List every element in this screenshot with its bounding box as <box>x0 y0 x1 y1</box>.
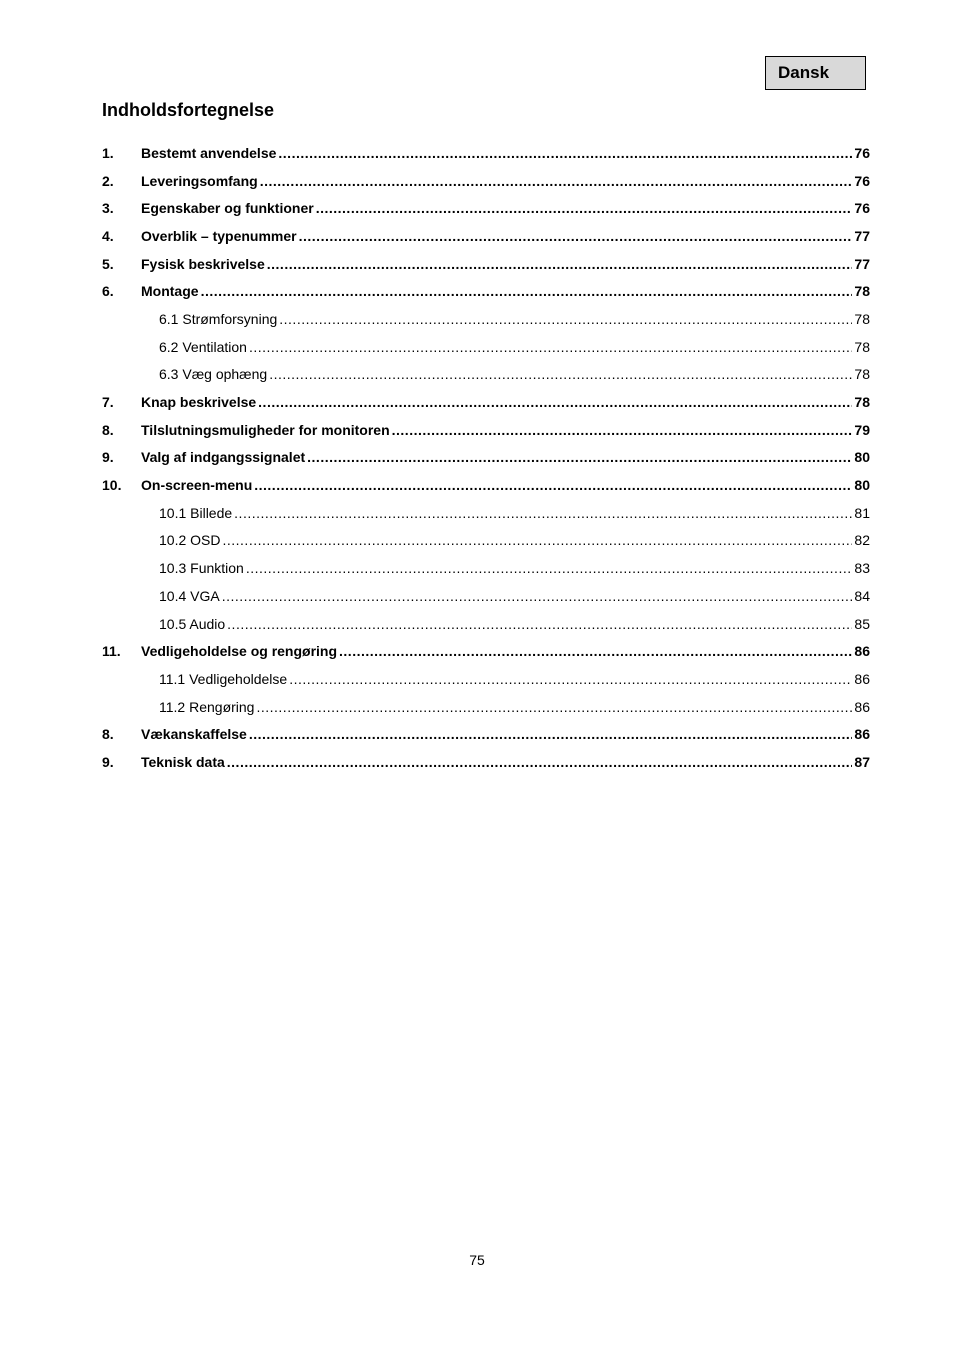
toc-entry-number: 8. <box>102 726 114 743</box>
toc-entry[interactable] <box>102 637 870 665</box>
toc-entry-label: Egenskaber og funktioner <box>141 200 314 217</box>
dot-leader <box>234 505 852 521</box>
toc-entry-label: 10.2 OSD <box>159 532 221 549</box>
toc-entry[interactable] <box>102 554 870 582</box>
toc-entry-label: Vedligeholdelse og rengøring <box>141 643 338 660</box>
toc-entry[interactable] <box>102 388 870 416</box>
dot-leader <box>267 256 853 272</box>
toc-entry-label: Knap beskrivelse <box>141 394 257 411</box>
toc-entry[interactable] <box>102 194 870 222</box>
toc-entry[interactable] <box>102 748 870 776</box>
toc-entry-page: 76 <box>854 144 870 161</box>
toc-entry-number: 9. <box>102 753 114 770</box>
dot-leader <box>254 477 852 493</box>
dot-leader <box>227 616 852 632</box>
dot-leader <box>222 588 853 604</box>
toc-entry-number: 6. <box>102 283 114 300</box>
toc-entry-page: 84 <box>854 587 870 604</box>
dot-leader <box>258 394 852 410</box>
toc-entry-page: 80 <box>854 449 870 466</box>
toc-entry-page: 87 <box>854 753 870 770</box>
dot-leader <box>249 726 853 742</box>
table-of-contents <box>102 139 870 776</box>
toc-entry-page: 76 <box>854 172 870 189</box>
toc-entry-number: 1. <box>102 144 114 161</box>
toc-entry-page: 78 <box>854 366 870 383</box>
toc-entry-page: 78 <box>854 338 870 355</box>
dot-leader <box>256 699 852 715</box>
toc-entry-label: Overblik – typenummer <box>141 227 297 244</box>
toc-entry-page: 83 <box>854 560 870 577</box>
toc-entry[interactable] <box>102 222 870 250</box>
toc-entry[interactable] <box>102 499 870 527</box>
dot-leader <box>249 339 852 355</box>
toc-entry-label: 11.2 Rengøring <box>159 698 255 715</box>
dot-leader <box>269 366 852 382</box>
page-title: Indholdsfortegnelse <box>102 100 275 120</box>
toc-entry-page: 86 <box>854 643 870 660</box>
toc-entry-label: Montage <box>141 283 199 300</box>
dot-leader <box>227 754 853 770</box>
dot-leader <box>289 671 852 687</box>
dot-leader <box>279 311 852 327</box>
toc-entry[interactable] <box>102 610 870 638</box>
page-number: 75 <box>469 1252 485 1268</box>
toc-entry[interactable] <box>102 665 870 693</box>
toc-entry-number: 4. <box>102 227 114 244</box>
toc-entry-page: 82 <box>854 532 870 549</box>
toc-entry[interactable] <box>102 250 870 278</box>
toc-entry-page: 86 <box>854 726 870 743</box>
dot-leader <box>260 173 853 189</box>
toc-entry-page: 81 <box>854 504 870 521</box>
toc-entry-label: On-screen-menu <box>141 477 253 494</box>
toc-entry-label: Fysisk beskrivelse <box>141 255 265 272</box>
toc-entry-label: 10.5 Audio <box>159 615 226 632</box>
toc-entry-number: 9. <box>102 449 114 466</box>
toc-entry-number: 8. <box>102 421 114 438</box>
toc-entry-page: 77 <box>854 255 870 272</box>
toc-entry-number: 5. <box>102 255 114 272</box>
toc-entry-label: 6.2 Ventilation <box>159 338 247 355</box>
dot-leader <box>392 422 853 438</box>
dot-leader <box>201 283 853 299</box>
toc-entry-page: 79 <box>854 421 870 438</box>
toc-entry[interactable] <box>102 305 870 333</box>
toc-entry[interactable] <box>102 471 870 499</box>
toc-entry[interactable] <box>102 167 870 195</box>
toc-entry-label: Teknisk data <box>141 753 225 770</box>
toc-entry[interactable] <box>102 416 870 444</box>
toc-entry-page: 78 <box>854 310 870 327</box>
dot-leader <box>222 532 852 548</box>
toc-entry-label: Tilslutningsmuligheder for monitoren <box>141 421 390 438</box>
toc-entry-label: Leveringsomfang <box>141 172 258 189</box>
toc-entry-label: 6.1 Strømforsyning <box>159 310 278 327</box>
toc-entry-label: Valg af indgangssignalet <box>141 449 306 466</box>
toc-entry-page: 86 <box>854 670 870 687</box>
dot-leader <box>278 145 852 161</box>
toc-entry[interactable] <box>102 277 870 305</box>
toc-entry-label: 11.1 Vedligeholdelse <box>159 670 288 687</box>
toc-entry[interactable] <box>102 527 870 555</box>
toc-entry[interactable] <box>102 582 870 610</box>
toc-entry-label: Bestemt anvendelse <box>141 144 277 161</box>
language-tab: Dansk <box>765 56 866 90</box>
toc-entry-page: 80 <box>854 477 870 494</box>
toc-entry[interactable] <box>102 333 870 361</box>
toc-entry-page: 76 <box>854 200 870 217</box>
toc-entry[interactable] <box>102 720 870 748</box>
toc-entry-page: 85 <box>854 615 870 632</box>
toc-entry-label: 10.1 Billede <box>159 504 233 521</box>
toc-entry-page: 78 <box>854 394 870 411</box>
toc-entry-page: 77 <box>854 227 870 244</box>
toc-entry-page: 86 <box>854 698 870 715</box>
toc-entry[interactable] <box>102 693 870 721</box>
toc-entry-number: 2. <box>102 172 114 189</box>
toc-entry-number: 10. <box>102 477 122 494</box>
toc-entry-label: Vækanskaffelse <box>141 726 247 743</box>
dot-leader <box>299 228 853 244</box>
toc-entry-label: 6.3 Væg ophæng <box>159 366 268 383</box>
dot-leader <box>246 560 853 576</box>
dot-leader <box>316 200 853 216</box>
dot-leader <box>339 643 852 659</box>
toc-entry[interactable] <box>102 444 870 472</box>
toc-entry-number: 7. <box>102 394 114 411</box>
toc-entry[interactable] <box>102 139 870 167</box>
toc-entry-page: 78 <box>854 283 870 300</box>
toc-entry-number: 11. <box>102 643 121 660</box>
toc-entry[interactable] <box>102 361 870 389</box>
toc-entry-number: 3. <box>102 200 114 217</box>
toc-entry-label: 10.4 VGA <box>159 587 220 604</box>
toc-entry-label: 10.3 Funktion <box>159 560 244 577</box>
dot-leader <box>307 449 852 465</box>
